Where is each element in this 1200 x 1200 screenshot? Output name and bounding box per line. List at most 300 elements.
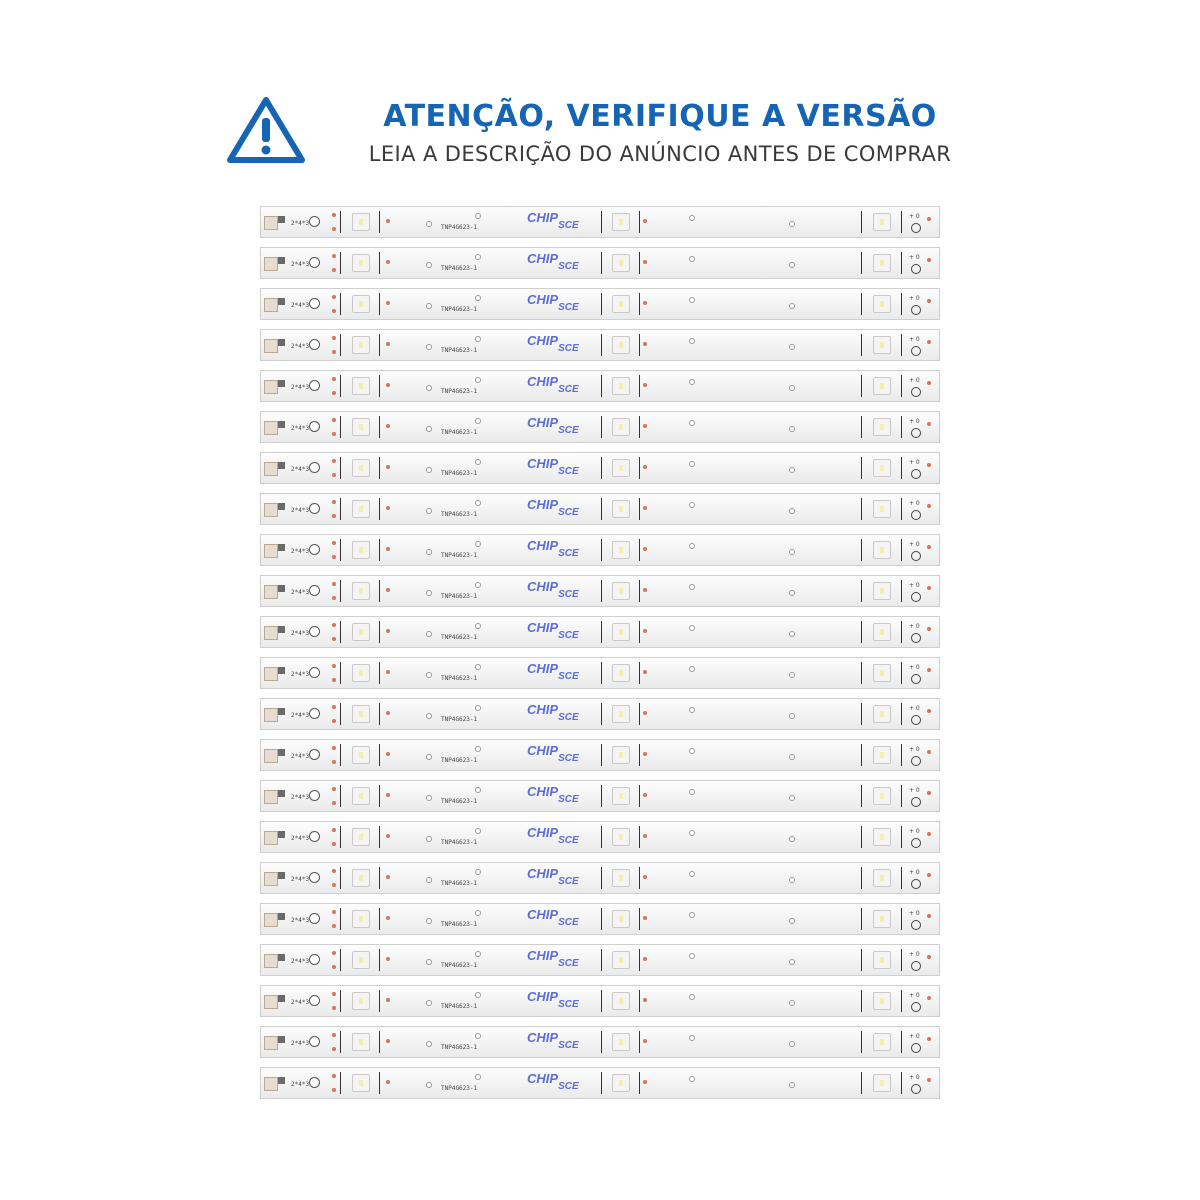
red-dot [643, 711, 647, 715]
logo-sub: SCE [558, 507, 579, 518]
led-marker [861, 498, 862, 520]
strip-code: 2*4*3 [291, 876, 310, 883]
led-marker [639, 662, 640, 684]
polarity-mark: + 0 [909, 213, 920, 220]
led-marker [340, 334, 341, 356]
red-dot [927, 586, 931, 590]
chip-sce-logo [527, 333, 579, 354]
led-marker [601, 744, 602, 766]
red-dot [332, 1088, 336, 1092]
connector [264, 1077, 278, 1091]
mount-hole [689, 953, 695, 959]
connector-pin [278, 462, 285, 469]
logo-main: CHIP [527, 1071, 559, 1086]
led-chip [873, 992, 891, 1010]
logo-sub: SCE [558, 835, 579, 846]
led-strip [260, 493, 940, 525]
ul-mark-icon [911, 961, 921, 971]
red-dot [332, 473, 336, 477]
led-marker [901, 744, 902, 766]
connector-pin [278, 298, 285, 305]
red-dot [332, 965, 336, 969]
led-marker [379, 252, 380, 274]
led-marker [861, 375, 862, 397]
led-marker [861, 580, 862, 602]
led-marker [901, 1031, 902, 1053]
led-marker [639, 867, 640, 889]
led-marker [340, 744, 341, 766]
led-chip [352, 377, 370, 395]
polarity-mark: + 0 [909, 295, 920, 302]
chip-sce-logo [527, 251, 579, 272]
led-marker [861, 621, 862, 643]
part-number: TNP4G623-1 [441, 962, 478, 969]
mount-hole [475, 459, 481, 465]
strip-code: 2*4*3 [291, 425, 310, 432]
connector-pin [278, 1036, 285, 1043]
red-dot [332, 883, 336, 887]
led-marker [861, 867, 862, 889]
fuse-icon [309, 1077, 320, 1088]
red-dot [332, 719, 336, 723]
red-dot [386, 260, 390, 264]
fuse-icon [309, 1036, 320, 1047]
mount-hole [475, 336, 481, 342]
mount-hole [475, 787, 481, 793]
mount-hole [426, 836, 432, 842]
led-marker [901, 867, 902, 889]
red-dot [927, 791, 931, 795]
mount-hole [689, 625, 695, 631]
polarity-mark: + 0 [909, 705, 920, 712]
led-marker [379, 457, 380, 479]
led-marker [340, 703, 341, 725]
led-marker [639, 457, 640, 479]
mount-hole [789, 631, 795, 637]
led-chip [873, 295, 891, 313]
led-chip [352, 254, 370, 272]
fuse-icon [309, 380, 320, 391]
red-dot [332, 582, 336, 586]
red-dot [643, 834, 647, 838]
led-marker [901, 990, 902, 1012]
led-chip [612, 1033, 630, 1051]
led-chip [873, 336, 891, 354]
led-chip [352, 746, 370, 764]
led-chip [873, 541, 891, 559]
led-strip [260, 985, 940, 1017]
chip-sce-logo [527, 661, 579, 682]
led-marker [901, 1072, 902, 1094]
led-marker [639, 785, 640, 807]
mount-hole [426, 713, 432, 719]
led-strip [260, 862, 940, 894]
polarity-mark: + 0 [909, 828, 920, 835]
mount-hole [475, 213, 481, 219]
chip-sce-logo [527, 620, 579, 641]
mount-hole [689, 584, 695, 590]
led-chip [612, 869, 630, 887]
strip-code: 2*4*3 [291, 712, 310, 719]
led-marker [601, 1031, 602, 1053]
led-chip [612, 910, 630, 928]
mount-hole [475, 910, 481, 916]
led-chip [873, 254, 891, 272]
part-number: TNP4G623-1 [441, 880, 478, 887]
led-chip [612, 1074, 630, 1092]
logo-main: CHIP [527, 743, 559, 758]
mount-hole [689, 256, 695, 262]
chip-sce-logo [527, 415, 579, 436]
connector [264, 954, 278, 968]
led-marker [379, 826, 380, 848]
mount-hole [689, 338, 695, 344]
red-dot [386, 219, 390, 223]
polarity-mark: + 0 [909, 664, 920, 671]
fuse-icon [309, 544, 320, 555]
led-chip [612, 746, 630, 764]
led-marker [601, 293, 602, 315]
mount-hole [789, 1082, 795, 1088]
led-marker [601, 1072, 602, 1094]
led-marker [901, 908, 902, 930]
led-chip [873, 910, 891, 928]
red-dot [927, 504, 931, 508]
connector [264, 585, 278, 599]
led-chip [873, 787, 891, 805]
led-marker [861, 1031, 862, 1053]
mount-hole [475, 705, 481, 711]
strip-code: 2*4*3 [291, 753, 310, 760]
mount-hole [789, 221, 795, 227]
fuse-icon [309, 257, 320, 268]
part-number: TNP4G623-1 [441, 798, 478, 805]
mount-hole [475, 992, 481, 998]
ul-mark-icon [911, 510, 921, 520]
connector-pin [278, 1077, 285, 1084]
red-dot [332, 350, 336, 354]
mount-hole [426, 590, 432, 596]
red-dot [386, 1080, 390, 1084]
ul-mark-icon [911, 264, 921, 274]
mount-hole [426, 918, 432, 924]
part-number: TNP4G623-1 [441, 470, 478, 477]
logo-main: CHIP [527, 825, 559, 840]
red-dot [332, 664, 336, 668]
mount-hole [426, 959, 432, 965]
led-marker [379, 949, 380, 971]
logo-main: CHIP [527, 497, 559, 512]
led-chip [873, 705, 891, 723]
connector [264, 995, 278, 1009]
chip-sce-logo [527, 866, 579, 887]
red-dot [927, 422, 931, 426]
fuse-icon [309, 954, 320, 965]
part-number: TNP4G623-1 [441, 757, 478, 764]
fuse-icon [309, 585, 320, 596]
red-dot [927, 627, 931, 631]
mount-hole [475, 500, 481, 506]
led-marker [901, 375, 902, 397]
red-dot [332, 377, 336, 381]
led-marker [340, 908, 341, 930]
red-dot [332, 418, 336, 422]
led-marker [379, 498, 380, 520]
mount-hole [689, 871, 695, 877]
red-dot [332, 541, 336, 545]
led-chip [612, 213, 630, 231]
chip-sce-logo [527, 948, 579, 969]
red-dot [643, 342, 647, 346]
red-dot [332, 678, 336, 682]
part-number: TNP4G623-1 [441, 1044, 478, 1051]
strip-code: 2*4*3 [291, 1081, 310, 1088]
logo-sub: SCE [558, 671, 579, 682]
mount-hole [789, 795, 795, 801]
led-marker [340, 949, 341, 971]
mount-hole [426, 795, 432, 801]
red-dot [386, 301, 390, 305]
logo-sub: SCE [558, 917, 579, 928]
led-strip [260, 247, 940, 279]
red-dot [643, 301, 647, 305]
led-marker [601, 498, 602, 520]
led-marker [601, 867, 602, 889]
led-chip [352, 295, 370, 313]
led-marker [639, 539, 640, 561]
red-dot [332, 309, 336, 313]
chip-sce-logo [527, 784, 579, 805]
led-marker [340, 498, 341, 520]
led-marker [340, 990, 341, 1012]
mount-hole [689, 461, 695, 467]
logo-sub: SCE [558, 220, 579, 231]
polarity-mark: + 0 [909, 951, 920, 958]
strip-code: 2*4*3 [291, 630, 310, 637]
led-marker [901, 662, 902, 684]
ul-mark-icon [911, 674, 921, 684]
polarity-mark: + 0 [909, 1074, 920, 1081]
mount-hole [426, 221, 432, 227]
part-number: TNP4G623-1 [441, 1085, 478, 1092]
led-chip [612, 295, 630, 313]
red-dot [643, 957, 647, 961]
led-marker [861, 949, 862, 971]
mount-hole [689, 215, 695, 221]
mount-hole [789, 959, 795, 965]
led-chip [612, 582, 630, 600]
logo-sub: SCE [558, 630, 579, 641]
ul-mark-icon [911, 223, 921, 233]
logo-sub: SCE [558, 712, 579, 723]
led-chip [352, 951, 370, 969]
mount-hole [689, 666, 695, 672]
mount-hole [689, 748, 695, 754]
led-marker [340, 621, 341, 643]
led-marker [639, 744, 640, 766]
led-marker [639, 252, 640, 274]
led-strip [260, 1067, 940, 1099]
red-dot [332, 1074, 336, 1078]
logo-sub: SCE [558, 753, 579, 764]
fuse-icon [309, 790, 320, 801]
logo-sub: SCE [558, 425, 579, 436]
led-chip [612, 992, 630, 1010]
led-marker [379, 621, 380, 643]
logo-main: CHIP [527, 333, 559, 348]
led-marker [639, 498, 640, 520]
red-dot [386, 1039, 390, 1043]
led-marker [601, 908, 602, 930]
led-chip [612, 664, 630, 682]
led-marker [901, 293, 902, 315]
logo-main: CHIP [527, 210, 559, 225]
mount-hole [475, 869, 481, 875]
red-dot [386, 957, 390, 961]
red-dot [332, 1006, 336, 1010]
red-dot [643, 465, 647, 469]
connector-pin [278, 339, 285, 346]
led-marker [379, 1031, 380, 1053]
strip-code: 2*4*3 [291, 671, 310, 678]
mount-hole [426, 754, 432, 760]
polarity-mark: + 0 [909, 746, 920, 753]
mount-hole [789, 508, 795, 514]
mount-hole [475, 418, 481, 424]
part-number: TNP4G623-1 [441, 429, 478, 436]
mount-hole [789, 918, 795, 924]
led-strip [260, 739, 940, 771]
mount-hole [475, 951, 481, 957]
polarity-mark: + 0 [909, 541, 920, 548]
part-number: TNP4G623-1 [441, 388, 478, 395]
connector [264, 1036, 278, 1050]
mount-hole [789, 713, 795, 719]
led-chip [873, 828, 891, 846]
led-marker [639, 293, 640, 315]
red-dot [643, 547, 647, 551]
strip-code: 2*4*3 [291, 507, 310, 514]
ul-mark-icon [911, 715, 921, 725]
led-chip [873, 664, 891, 682]
polarity-mark: + 0 [909, 582, 920, 589]
logo-sub: SCE [558, 1081, 579, 1092]
ul-mark-icon [911, 469, 921, 479]
led-chip [612, 336, 630, 354]
led-strip [260, 616, 940, 648]
led-marker [601, 416, 602, 438]
ul-mark-icon [911, 428, 921, 438]
mount-hole [789, 467, 795, 473]
led-chip [873, 582, 891, 600]
mount-hole [789, 836, 795, 842]
red-dot [332, 924, 336, 928]
connector [264, 749, 278, 763]
strip-code: 2*4*3 [291, 1040, 310, 1047]
led-marker [601, 457, 602, 479]
mount-hole [475, 295, 481, 301]
connector-pin [278, 667, 285, 674]
chip-sce-logo [527, 374, 579, 395]
led-marker [379, 908, 380, 930]
polarity-mark: + 0 [909, 459, 920, 466]
red-dot [927, 832, 931, 836]
strip-code: 2*4*3 [291, 794, 310, 801]
led-marker [639, 949, 640, 971]
led-marker [601, 662, 602, 684]
ul-mark-icon [911, 1084, 921, 1094]
led-chip [352, 213, 370, 231]
polarity-mark: + 0 [909, 500, 920, 507]
red-dot [332, 213, 336, 217]
led-chip [873, 746, 891, 764]
polarity-mark: + 0 [909, 336, 920, 343]
logo-sub: SCE [558, 466, 579, 477]
mount-hole [689, 1035, 695, 1041]
red-dot [927, 873, 931, 877]
mount-hole [789, 426, 795, 432]
logo-main: CHIP [527, 415, 559, 430]
chip-sce-logo [527, 210, 579, 231]
part-number: TNP4G623-1 [441, 839, 478, 846]
mount-hole [689, 912, 695, 918]
mount-hole [426, 549, 432, 555]
red-dot [927, 381, 931, 385]
logo-main: CHIP [527, 456, 559, 471]
strip-code: 2*4*3 [291, 917, 310, 924]
ul-mark-icon [911, 920, 921, 930]
led-chip [612, 500, 630, 518]
red-dot [386, 506, 390, 510]
connector-pin [278, 216, 285, 223]
led-marker [601, 949, 602, 971]
mount-hole [789, 672, 795, 678]
part-number: TNP4G623-1 [441, 675, 478, 682]
fuse-icon [309, 216, 320, 227]
led-chip [352, 500, 370, 518]
ul-mark-icon [911, 387, 921, 397]
mount-hole [689, 707, 695, 713]
red-dot [332, 637, 336, 641]
led-marker [340, 416, 341, 438]
connector-pin [278, 626, 285, 633]
red-dot [927, 750, 931, 754]
connector-pin [278, 790, 285, 797]
red-dot [927, 709, 931, 713]
led-marker [340, 293, 341, 315]
mount-hole [426, 508, 432, 514]
ul-mark-icon [911, 346, 921, 356]
logo-main: CHIP [527, 866, 559, 881]
logo-main: CHIP [527, 292, 559, 307]
part-number: TNP4G623-1 [441, 552, 478, 559]
led-marker [379, 990, 380, 1012]
strip-code: 2*4*3 [291, 384, 310, 391]
connector-pin [278, 913, 285, 920]
red-dot [332, 623, 336, 627]
red-dot [386, 752, 390, 756]
led-marker [639, 334, 640, 356]
led-marker [340, 457, 341, 479]
red-dot [643, 793, 647, 797]
connector [264, 216, 278, 230]
red-dot [643, 588, 647, 592]
mount-hole [789, 754, 795, 760]
red-dot [332, 746, 336, 750]
connector-pin [278, 380, 285, 387]
mount-hole [426, 631, 432, 637]
mount-hole [689, 420, 695, 426]
